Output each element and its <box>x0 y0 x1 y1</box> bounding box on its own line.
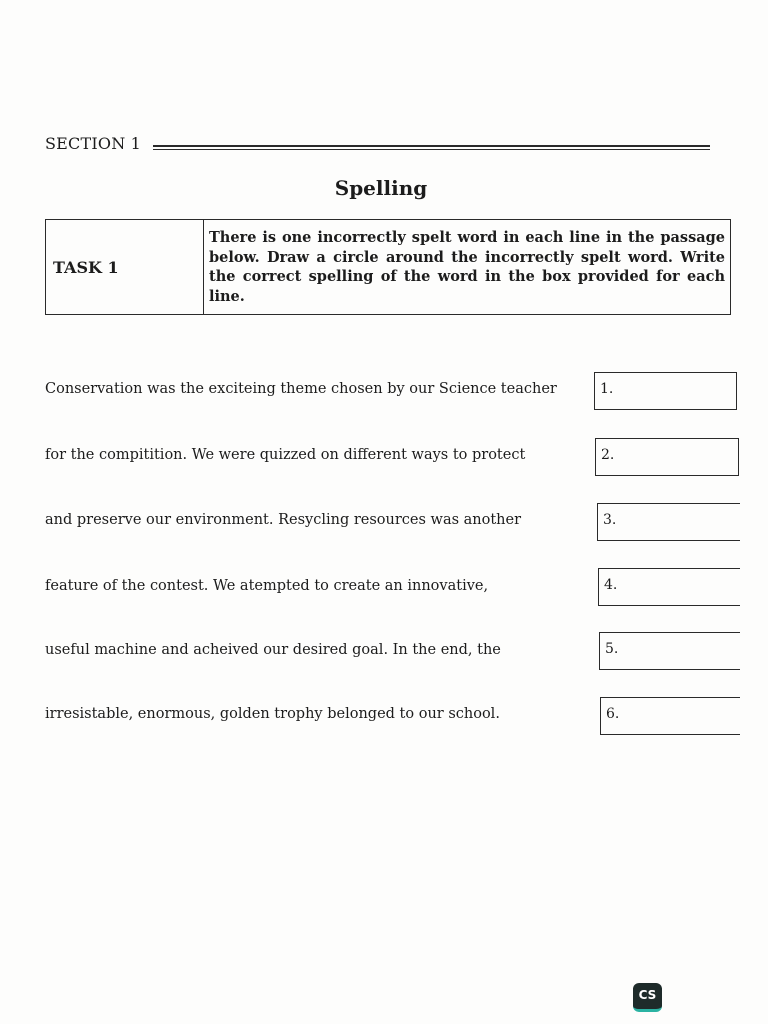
answer-box-4[interactable] <box>598 568 740 606</box>
passage-line-3: and preserve our environment. Resycling resources was another <box>45 512 522 528</box>
answer-box-2[interactable] <box>595 438 739 476</box>
answer-box-number: 5. <box>605 641 619 657</box>
section-rule <box>153 145 710 150</box>
answer-box-number: 6. <box>606 706 620 722</box>
passage-line-6: irresistable, enormous, golden trophy belonged to our school. <box>45 706 500 722</box>
task-instructions: There is one incorrectly spelt word in each line in the passage below. Draw a circle around the incorrectly spelt word. Write the correct spelling of the word in the box provided for each line. <box>209 229 725 305</box>
passage-line-4: feature of the contest. We atempted to create an innovative, <box>45 578 489 594</box>
answer-box-6[interactable] <box>600 697 740 735</box>
answer-box-number: 1. <box>600 381 614 397</box>
page-title <box>0 176 768 200</box>
answer-box-number: 2. <box>601 447 615 463</box>
answer-box-5[interactable] <box>599 632 740 670</box>
answer-box-1[interactable] <box>594 372 737 410</box>
section-label: SECTION 1 <box>45 134 142 153</box>
task-label: TASK 1 <box>46 220 204 314</box>
section-header <box>45 134 710 158</box>
answer-box-3[interactable] <box>597 503 740 541</box>
passage-line-5: useful machine and acheived our desired goal. In the end, the <box>45 642 501 658</box>
camscanner-logo-icon: CS <box>633 983 662 1012</box>
page-title-text: Spelling <box>334 176 428 200</box>
answer-box-number: 3. <box>603 512 617 528</box>
passage-line-2: for the compitition. We were quizzed on different ways to protect <box>45 447 526 463</box>
passage-line-1: Conservation was the exciteing theme chosen by our Science teacher <box>45 381 557 397</box>
task-instructions-table <box>45 219 731 315</box>
answer-box-number: 4. <box>604 577 618 593</box>
